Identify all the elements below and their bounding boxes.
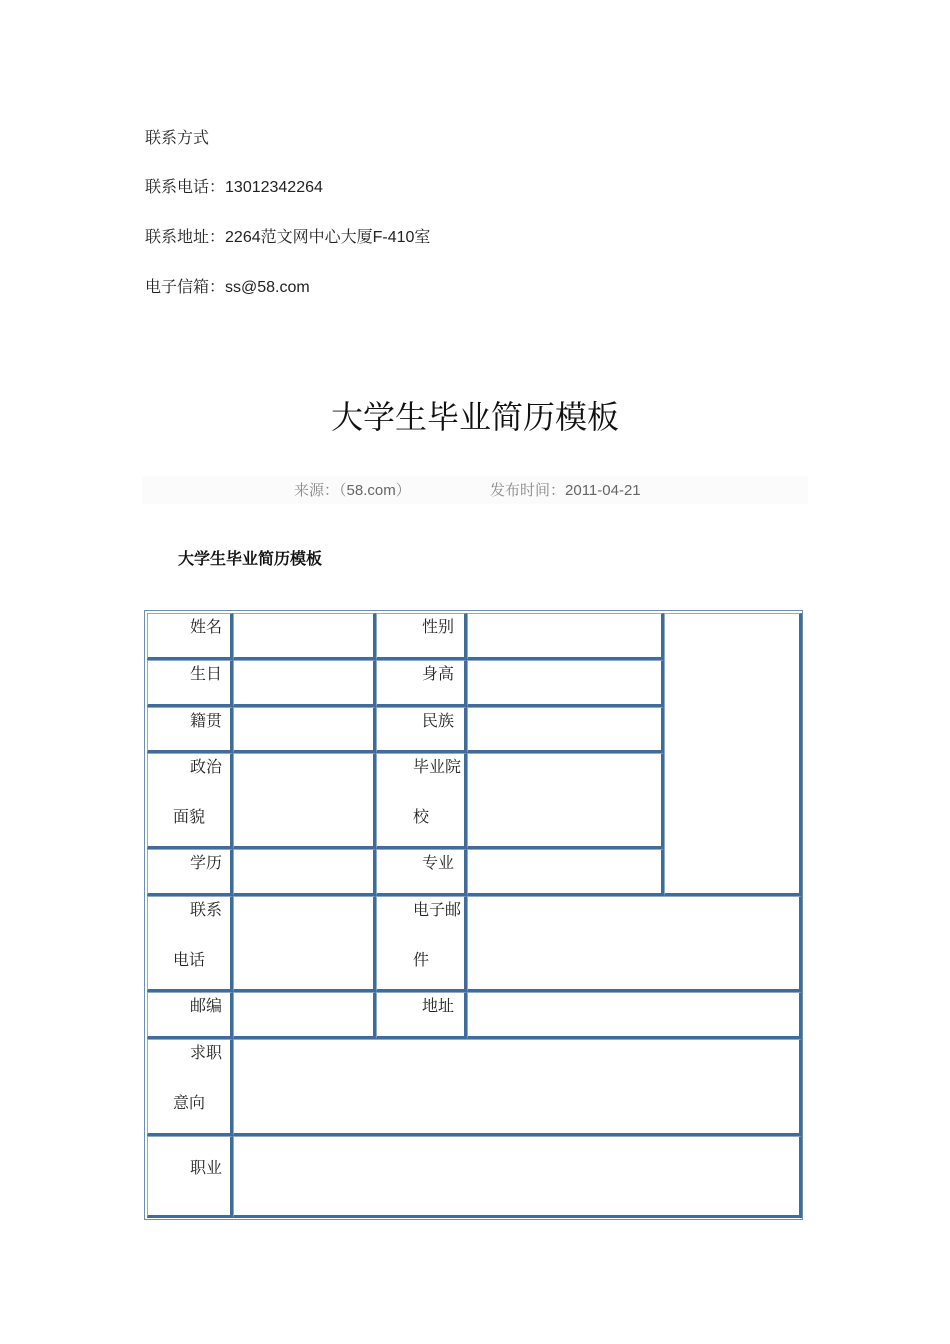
source-value: 58.com bbox=[346, 482, 396, 499]
school-label-line2: 校 bbox=[413, 807, 430, 826]
name-value-cell[interactable] bbox=[233, 613, 376, 660]
address-number: 2264 bbox=[225, 229, 261, 246]
political-label-line1: 政治 bbox=[190, 757, 223, 776]
gender-value-cell[interactable] bbox=[467, 613, 664, 660]
address-label: 地址 bbox=[422, 996, 455, 1015]
name-label: 姓名 bbox=[190, 617, 223, 636]
article-date bbox=[490, 476, 641, 505]
gender-label: 性别 bbox=[422, 617, 455, 636]
political-value-cell[interactable] bbox=[233, 753, 376, 849]
email-value-cell[interactable] bbox=[467, 896, 802, 992]
education-label: 学历 bbox=[190, 853, 223, 872]
postcode-label: 邮编 bbox=[190, 996, 223, 1015]
email-label: 电子信箱： bbox=[145, 277, 226, 296]
major-label: 专业 bbox=[422, 853, 455, 872]
job-intent-label-line1: 求职 bbox=[190, 1043, 223, 1062]
section-subtitle: 大学生毕业简历模板 bbox=[178, 549, 323, 568]
source-label: 来源：（ bbox=[294, 481, 347, 499]
height-label: 身高 bbox=[422, 664, 455, 683]
address-room: F-410 bbox=[372, 229, 415, 246]
email-value: ss@58.com bbox=[225, 279, 310, 296]
address-building: 范文网中心大厦 bbox=[260, 227, 373, 246]
email-label-line1: 电子邮 bbox=[413, 900, 462, 919]
email-label-line2: 件 bbox=[413, 950, 430, 969]
contact-address bbox=[145, 227, 430, 248]
article-meta-bar bbox=[142, 476, 808, 504]
native-place-value-cell[interactable] bbox=[233, 707, 376, 753]
political-label-line2: 面貌 bbox=[173, 807, 206, 826]
contact-phone bbox=[145, 177, 323, 198]
page-title: 大学生毕业简历模板 bbox=[330, 398, 619, 436]
address-value-cell[interactable] bbox=[467, 992, 802, 1039]
ethnicity-label: 民族 bbox=[422, 711, 455, 730]
phone-label: 联系电话： bbox=[145, 177, 226, 196]
ethnicity-value-cell[interactable] bbox=[467, 707, 664, 753]
phone-value: 13012342264 bbox=[225, 179, 323, 196]
height-value-cell[interactable] bbox=[467, 660, 664, 707]
birthday-value-cell[interactable] bbox=[233, 660, 376, 707]
phone-value-cell[interactable] bbox=[233, 896, 376, 992]
phone-label-line1: 联系 bbox=[190, 900, 223, 919]
job-intent-value-cell[interactable] bbox=[233, 1039, 802, 1136]
phone-label-line2: 电话 bbox=[173, 950, 206, 969]
date-value: 2011-04-21 bbox=[565, 482, 641, 499]
school-value-cell[interactable] bbox=[467, 753, 664, 849]
date-label: 发布时间： bbox=[490, 481, 566, 499]
photo-cell[interactable] bbox=[664, 613, 802, 896]
contact-heading-text: 联系方式 bbox=[145, 128, 210, 147]
career-label: 职业 bbox=[190, 1158, 223, 1177]
native-place-label: 籍贯 bbox=[190, 711, 223, 730]
address-suffix: 室 bbox=[414, 227, 431, 246]
source-close: ） bbox=[395, 481, 411, 499]
birthday-label: 生日 bbox=[190, 664, 223, 683]
article-source bbox=[294, 476, 411, 505]
major-value-cell[interactable] bbox=[467, 849, 664, 896]
education-value-cell[interactable] bbox=[233, 849, 376, 896]
address-label: 联系地址： bbox=[145, 227, 226, 246]
job-intent-label-line2: 意向 bbox=[173, 1093, 206, 1112]
career-value-cell[interactable] bbox=[233, 1136, 802, 1218]
contact-heading bbox=[145, 128, 209, 148]
contact-email bbox=[145, 277, 310, 298]
school-label-line1: 毕业院 bbox=[413, 757, 462, 776]
postcode-value-cell[interactable] bbox=[233, 992, 376, 1039]
